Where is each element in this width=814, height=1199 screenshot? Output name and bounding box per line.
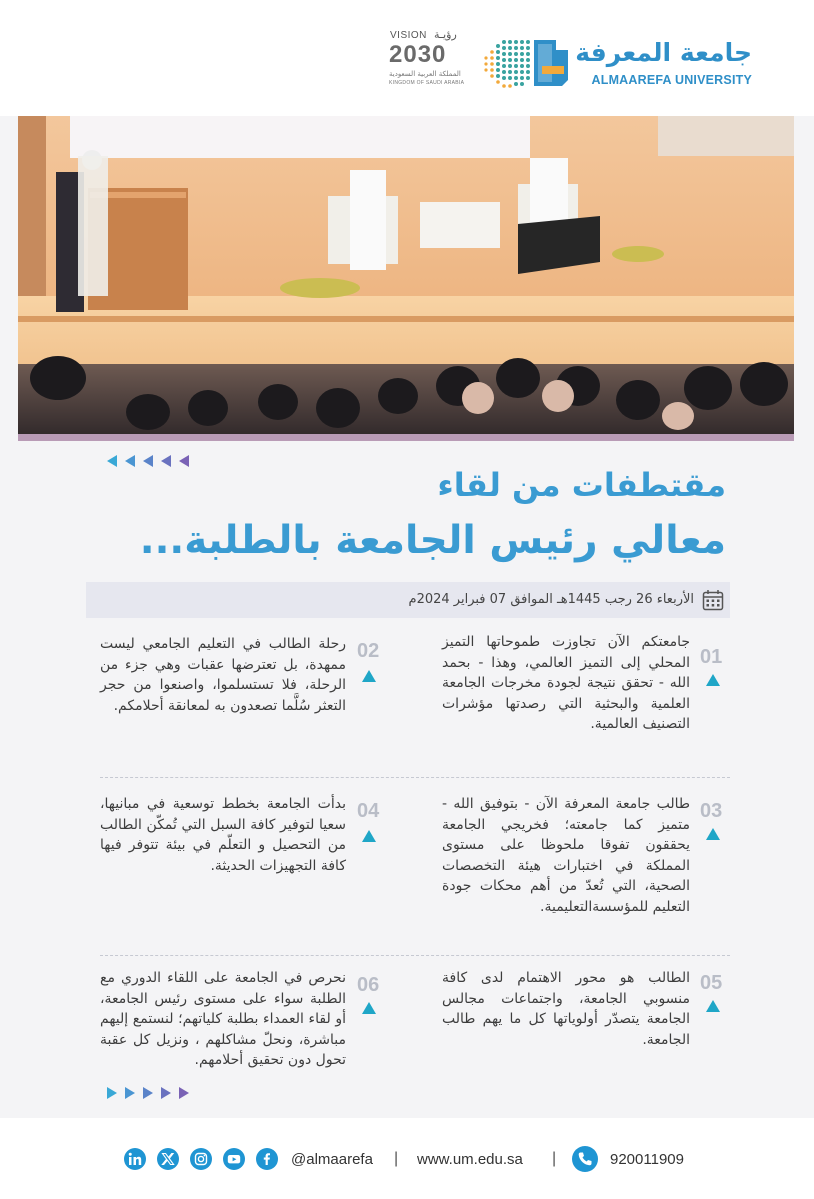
x-icon[interactable] bbox=[157, 1148, 179, 1170]
decorative-arrows-bottom-icon bbox=[107, 1086, 197, 1100]
page-header bbox=[0, 0, 814, 116]
point-text: بدأت الجامعة بخطط توسعية في مبانيها، سعيا لتوفير كافة السبل التي تُمكّن الطالب من التحصيل و التعلّم في بيئة تتوفر فيها كافة التجهيزات الحديثة. bbox=[100, 796, 346, 874]
social-handle[interactable]: @almaarefa bbox=[291, 1151, 373, 1168]
point-text: نحرص في الجامعة على اللقاء الدوري مع الطلبة سواء على مستوى رئيس الجامعة، أو لقاء العمداء بطلبة كلياتهم؛ لنستمع إليهم مباشرة، ونحلّ مشاكلهم ، ونزيل كل عقبة تحول دون تحقيق أحلامهم. bbox=[100, 970, 346, 1068]
point-number: 05 bbox=[700, 972, 723, 994]
point-text: جامعتكم الآن تجاوزت طموحاتها التميز المحلي إلى التميز العالمي، وهذا - بحمد الله - تحقق نتيجة لجودة مخرجات الجامعة العلمية والبحثية التي رصدتها مؤشرات التصنيف العالمية. bbox=[442, 634, 690, 732]
university-name-en: ALMAAREFA UNIVERSITY bbox=[591, 73, 752, 87]
triangle-bullet-icon bbox=[706, 828, 720, 840]
point-number: 04 bbox=[357, 800, 380, 822]
decorative-arrows-top-icon bbox=[107, 454, 197, 468]
point-number: 01 bbox=[700, 646, 723, 668]
vision-2030-logo bbox=[384, 28, 474, 90]
point-text: طالب جامعة المعرفة الآن - بتوفيق الله - متميز كما جامعته؛ فخريجي الجامعة يحققون تفوقا ملحوظا على مستوى المملكة في اختبارات هيئة التخصصات الصحية، التي تُعدّ من أهم محكات جودة التعليم للمؤسسةالتعليمية. bbox=[442, 796, 690, 915]
phone-icon bbox=[572, 1146, 598, 1172]
triangle-bullet-icon bbox=[362, 1002, 376, 1014]
facebook-icon[interactable] bbox=[256, 1148, 278, 1170]
point-number: 06 bbox=[357, 974, 380, 996]
footer-separator: | bbox=[394, 1150, 399, 1167]
instagram-icon[interactable] bbox=[190, 1148, 212, 1170]
university-name-ar: جامعة المعرفة bbox=[575, 38, 752, 67]
page-footer bbox=[0, 1118, 814, 1199]
triangle-bullet-icon bbox=[362, 830, 376, 842]
vision-label-ar: رؤيـة bbox=[434, 28, 457, 41]
university-logo bbox=[482, 36, 752, 92]
vision-ksa-en: KINGDOM OF SAUDI ARABIA bbox=[389, 80, 465, 86]
triangle-bullet-icon bbox=[706, 1000, 720, 1012]
university-mark-icon bbox=[482, 36, 570, 90]
calendar-icon bbox=[702, 589, 724, 611]
page-title-line2: معالي رئيس الجامعة بالطلبة... bbox=[139, 518, 726, 563]
point-number: 02 bbox=[357, 640, 380, 662]
vision-label-en: VISION bbox=[390, 30, 427, 41]
triangle-bullet-icon bbox=[362, 670, 376, 682]
page-title-line1: مقتطفات من لقاء bbox=[437, 466, 726, 504]
divider bbox=[100, 955, 730, 956]
linkedin-icon[interactable] bbox=[124, 1148, 146, 1170]
footer-separator: | bbox=[552, 1150, 557, 1167]
vision-year: 2030 bbox=[389, 41, 447, 68]
date-text: الأربعاء 26 رجب 1445هـ الموافق 07 فبراير 2024م bbox=[408, 592, 694, 607]
point-text: الطالب هو محور الاهتمام لدى كافة منسوبي الجامعة، واجتماعات مجالس الجامعة يتصدّر أولوياتها كل ما يهم طالب الجامعة. bbox=[442, 970, 690, 1048]
phone-number[interactable]: 920011909 bbox=[610, 1151, 684, 1168]
website-link[interactable]: www.um.edu.sa bbox=[417, 1151, 523, 1168]
vision-ksa-ar: المملكة العربية السعودية bbox=[389, 70, 461, 78]
point-number: 03 bbox=[700, 800, 723, 822]
event-photo bbox=[18, 116, 794, 441]
divider bbox=[100, 777, 730, 778]
point-text: رحلة الطالب في التعليم الجامعي ليست ممهدة، بل تعترضها عقبات وهي جزء من الرحلة، فلا تستسلموا، واصنعوا من حجر التعثر سُلَّما تصعدون به لمعانقة أحلامكم. bbox=[100, 636, 346, 714]
youtube-icon[interactable] bbox=[223, 1148, 245, 1170]
date-bar bbox=[86, 582, 730, 618]
triangle-bullet-icon bbox=[706, 674, 720, 686]
